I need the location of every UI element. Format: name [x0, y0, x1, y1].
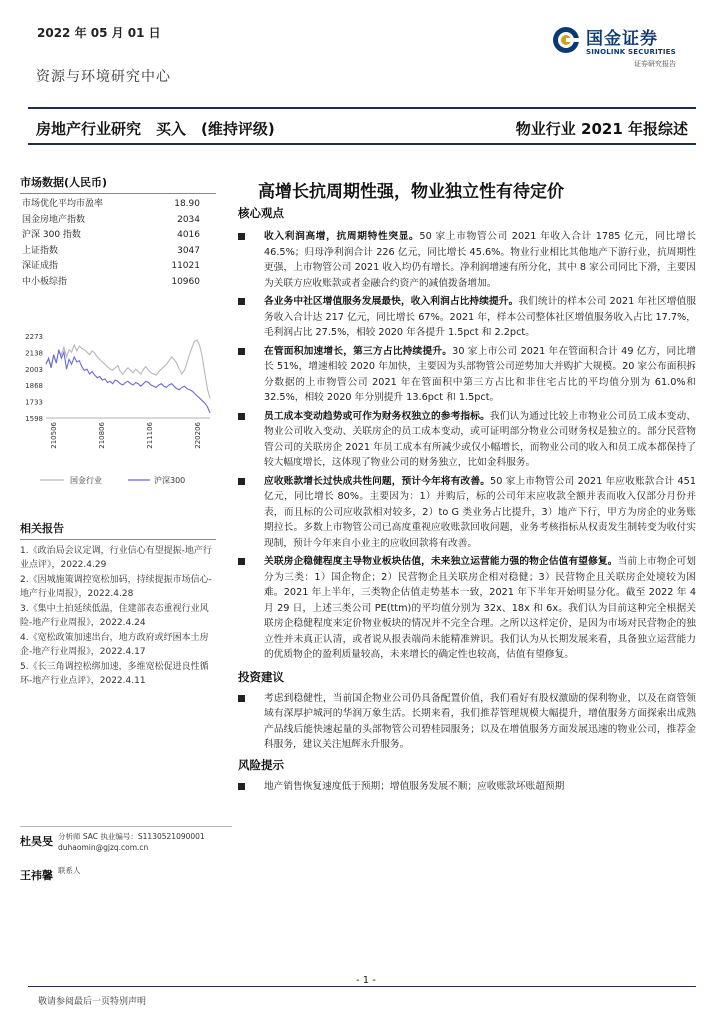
x-tick-label: 211106 [146, 422, 154, 449]
investment-point: 考虑到稳健性，当前国企物业公司仍具备配置价值，我们看好有股权激励的保利物业，以及在商管领域有深厚护城河的华润万象生活。长期来看，我们推荐管理规模大幅提升，增值服务方面探索出成熟产品线后能快速起量的头部物管公司碧桂园服务；以及在增值服务方面发展迅速的物业公司，推荐金科服务，建议关注旭辉永升服务。 [238, 691, 696, 753]
index-line-chart [20, 326, 216, 492]
related-item[interactable]: 1.《政治局会议定调，行业信心有望提振-地产行业点评》，2022.4.29 [20, 546, 212, 570]
risk-point: 地产销售恢复速度低于预期；增值服务发展不顺；应收账款坏账超预期 [238, 779, 696, 795]
y-tick-label: 1598 [25, 415, 43, 423]
legend-label: 国金行业 [70, 476, 102, 485]
market-data-panel [20, 174, 216, 290]
bullet-icon [238, 348, 245, 355]
bullet-icon [238, 233, 245, 240]
logo-en: SINOLINK SECURITIES [586, 48, 676, 56]
market-row: 上证指数 3047 [22, 245, 200, 256]
market-data-title: 市场数据(人民币) [20, 174, 216, 194]
report-date: 2022 年 05 月 01 日 [37, 26, 161, 40]
y-tick-label: 2003 [25, 365, 43, 374]
main-content [238, 205, 696, 797]
series-line [46, 350, 210, 413]
market-row: 市场优化平均市盈率 18.90 [22, 199, 200, 209]
bullet-icon [238, 478, 245, 485]
related-item[interactable]: 4.《宽松政策加速出台，地方政府或纾困本土房企-地产行业周报》，2022.4.17 [20, 633, 209, 657]
market-row: 沪深 300 指数 4016 [22, 230, 200, 240]
core-point: 员工成本变动趋势或可作为财务权独立的参考指标。我们认为通过比较上市物业公司员工成本变动、物业公司收入变动、关联房企的员工成本变动，或可证明部分物业公司财务权是独立的。部分民营物管公司的关联房企 2021 年员工成本有所减少或仅小幅增长，而物业公司的收入和员工成本都保持了较大幅度增长，这体现了物业公司的财务独立，比如金科服务。 [238, 409, 696, 471]
market-row: 中小板综指 10960 [22, 276, 200, 287]
bullet-icon [238, 695, 245, 702]
y-tick-label: 2273 [25, 333, 43, 341]
report-title: 高增长抗周期性强，物业独立性有待定价 [258, 182, 564, 202]
x-tick-label: 210806 [98, 422, 106, 449]
report-category: 物业行业 2021 年报综述 [515, 120, 688, 138]
rating-label: 房地产行业研究 买入 (维持评级) [36, 120, 275, 138]
footer-disclaimer: 敬请参阅最后一页特别声明 [38, 997, 147, 1007]
market-row: 国金房地产指数 2034 [22, 214, 200, 225]
analyst-name: 杜昊旻 [20, 835, 53, 848]
footer-divider [28, 986, 696, 987]
related-item[interactable]: 2.《因城施策调控宽松加码，持续提振市场信心-地产行业周报》，2022.4.28 [20, 575, 212, 599]
page-number: - 1 - [352, 975, 380, 986]
analyst-role: 联系人 [58, 866, 81, 875]
research-center: 资源与环境研究中心 [36, 69, 171, 85]
analyst-license: 分析师 SAC 执业编号：S1130521090001 [58, 832, 205, 841]
risk-heading: 风险提示 [238, 757, 284, 772]
x-tick-label: 220206 [194, 422, 202, 449]
series-line [46, 340, 210, 398]
logo-mark-icon [552, 26, 580, 54]
logo-cn: 国金证券 [586, 29, 658, 49]
bullet-icon [238, 558, 245, 565]
logo-sub: 证券研究报告 [634, 60, 676, 68]
analyst-email[interactable]: duhaomin@gjzq.com.cn [58, 843, 149, 852]
header-bar [28, 107, 696, 145]
core-point: 关联房企稳健程度主导物业板块估值，未来独立运营能力强的物企估值有望修复。当前上市物企可划分为三类：1）国企物企；2）民营物企且关联房企相对稳健；3）民营物企且关联房企处境较为困难。2021 年上半年，三类物企估值走势基本一致，2021 年下半年开始明显分化。截至 2022 年 4 月 29 日，上述三类公司 PE(ttm)的平均值分别为 32x、18x 和 6x。我们认为目前这种完全根据关联房企稳健程度来定价物业板块的情况并不完全合理。之所以这样定价，是因为市场对民营物企的独立性并未真正认清，或者说从报表端尚未能精准辨识。我们认为从长期发展来看，具备独立运营能力的优质物企的盈利质量较高，未来增长的确定性也较高，估值有望修复。 [238, 554, 696, 663]
related-title: 相关报告 [20, 520, 216, 540]
y-tick-label: 1733 [25, 398, 43, 407]
core-point: 在管面积加速增长，第三方占比持续提升。30 家上市公司 2021 年在管面积合计 49 亿方，同比增长 51%，增速相较 2020 年加快，主要因为头部物管公司逆势加大并购扩大规模。20 家公布面积拆分数据的上市物管公司 2021 年在管面积中第三方占比和非住宅占比的平均值分别为 61.0%和 32.5%，相较 2020 年分别提升 13.6pct 和 1.5pct。 [238, 344, 696, 406]
company-logo [552, 22, 692, 72]
core-view-heading: 核心观点 [238, 206, 284, 220]
core-point: 各业务中社区增值服务发展最快，收入利润占比持续提升。我们统计的样本公司 2021 年社区增值服务收入合计达 217 亿元，同比增长 67%。2021 年，样本公司整体社区增值服务收入占比 17.7%，毛利润占比 27.5%，相较 2020 年各提升 1.5pct 和 2.2pct。 [238, 294, 696, 341]
analyst-panel [20, 826, 232, 895]
analyst-row [20, 831, 232, 853]
core-point: 收入利润高增，抗周期特性突显。50 家上市物管公司 2021 年收入合计 1785 亿元，同比增长 46.5%；归母净利润合计 226 亿元，同比增长 45.6%。物业行业相比其他地产下游行业，抗周期性更强，上市物管公司 2021 收入均仍有增长。净利润增速有所分化，其中 8 家公司同比下滑，主要因为关联方应收账款或者金融合约资产的减值拨备增加。 [238, 229, 696, 291]
related-item[interactable]: 5.《长三角调控松绑加速，多维宽松促进良性循环-地产行业点评》，2022.4.11 [20, 662, 209, 686]
core-point: 应收账款增长过快成共性问题，预计今年将有改善。50 家上市物管公司 2021 年应收账款合计 451 亿元，同比增长 80%。主要因为：1）并购后，标的公司年末应收款全额并表而收入仅部分月份并表，而且标的公司应收款相对较多，2）to G 类业务占比提升，3）地产下行，甲方为房企的业务账期拉长。多数上市物管公司已高度重视应收账款回收问题，业务考核指标从权责发生制转变为收付实现制，预计今年来自小业主的应收回款将有改善。 [238, 474, 696, 552]
analyst-name: 王祎馨 [20, 869, 53, 882]
related-reports [20, 520, 216, 689]
investment-heading: 投资建议 [238, 669, 284, 684]
related-item[interactable]: 3.《集中土拍延续低温，住建部表态重视行业风险-地产行业周报》，2022.4.24 [20, 604, 209, 628]
x-tick-label: 210506 [50, 422, 58, 449]
legend-label: 沪深300 [154, 476, 186, 485]
market-row: 深证成指 11021 [22, 261, 200, 271]
bullet-icon [238, 783, 245, 790]
y-tick-label: 1868 [25, 382, 43, 391]
bullet-icon [238, 298, 245, 305]
bullet-icon [238, 413, 245, 420]
y-tick-label: 2138 [25, 349, 43, 358]
analyst-row [20, 865, 232, 883]
